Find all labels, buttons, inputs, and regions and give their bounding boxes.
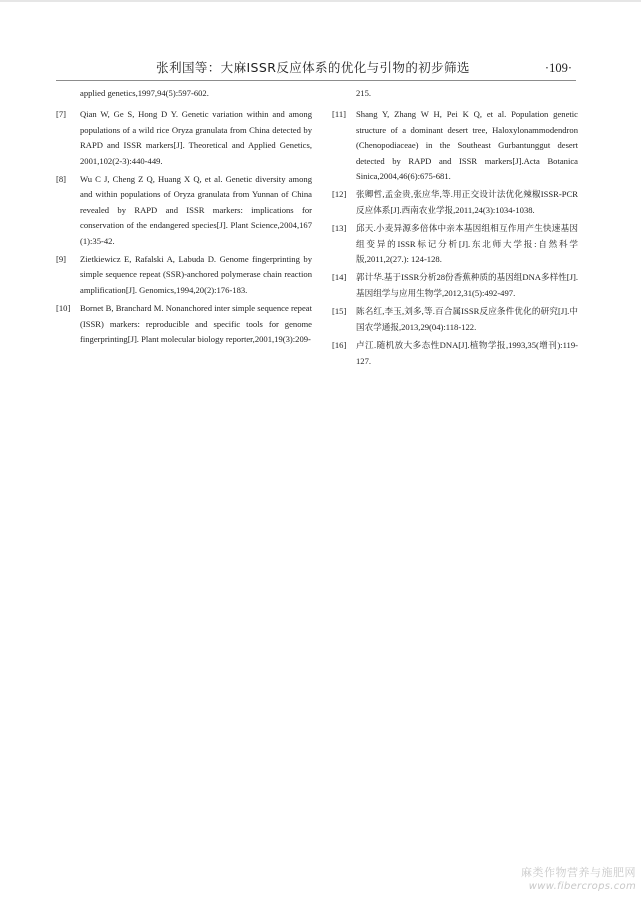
reference-number: [8] [56, 174, 67, 185]
reference-item [332, 270, 578, 301]
watermark-site-name: 麻类作物营养与施肥网 [521, 866, 636, 879]
references-left-column [56, 86, 312, 351]
site-watermark [490, 866, 636, 893]
reference-item [332, 107, 578, 184]
reference-text: Bornet B, Branchard M. Nonanchored inter simple sequence repeat (ISSR) markers: reproducible and specific tools for genome fingerprinting[J]. Plant molecular biology reporter,2001,19(3):209- [80, 303, 312, 345]
reference-number: [13] [332, 223, 347, 234]
reference-item [332, 304, 578, 335]
reference-number: [15] [332, 306, 347, 317]
page-number: ·109· [544, 61, 572, 75]
reference-number: [16] [332, 340, 347, 351]
running-title: 张利国等：大麻ISSR反应体系的优化与引物的初步筛选 [156, 60, 470, 75]
reference-text: Shang Y, Zhang W H, Pei K Q, et al. Population genetic structure of a dominant desert tree, Haloxylonammodendron (Chenopodiaceae) in the Southeast Gurbantunggut desert detected by RAPD and ISSR markers[J].Acta Botanica Sinica,2004,46(6):675-681. [356, 109, 578, 182]
reference-item [332, 338, 578, 369]
reference-number: [14] [332, 272, 347, 283]
reference-text: 邱天.小麦异源多倍体中亲本基因组相互作用产生快速基因组变异的ISSR标记分析[J].东北师大学报:自然科学版,2011,2(27.): 124-128. [356, 223, 578, 265]
watermark-url: www.fibercrops.com [528, 881, 636, 892]
reference-text: Zietkiewicz E, Rafalski A, Labuda D. Genome fingerprinting by simple sequence repeat (SSR)-anchored polymerase chain reaction amplification[J]. Genomics,1994,20(2):176-183. [80, 254, 312, 295]
references-right-column [332, 86, 578, 372]
reference-item [332, 221, 578, 267]
reference-text: Qian W, Ge S, Hong D Y. Genetic variation within and among populations of a wild rice Oryza granulata from China detected by RAPD and ISSR markers[J]. Theoretical and Applied Genetics, 2001,102(2-3):440-449. [80, 109, 312, 166]
reference-continuation: 215. [356, 88, 372, 98]
reference-number: [11] [332, 109, 346, 120]
reference-number: [9] [56, 254, 67, 265]
reference-number: [10] [56, 303, 71, 314]
reference-number: [7] [56, 109, 67, 120]
reference-item [56, 107, 312, 169]
reference-text: 郭计华.基于ISSR分析28份香蕉种质的基因组DNA多样性[J].基因组学与应用生物学,2012,31(5):492-497. [356, 272, 579, 298]
reference-text: 卢江.随机放大多态性DNA[J].植物学报,1993,35(增刊):119-127. [356, 340, 578, 366]
reference-number: [12] [332, 189, 347, 200]
page-top-edge [0, 0, 641, 2]
reference-text: 陈名红,李玉,刘多,等.百合属ISSR反应条件优化的研究[J].中国农学通报,2013,29(04):118-122. [356, 306, 578, 332]
reference-item [332, 187, 578, 218]
reference-continuation: applied genetics,1997,94(5):597-602. [80, 88, 209, 98]
reference-item [56, 172, 312, 249]
reference-text: Wu C J, Cheng Z Q, Huang X Q, et al. Genetic diversity among and within populations of Oryza granulata from Yunnan of China revealed by RAPD and ISSR markers: implications for conservation of the endangered species[J]. Plant Science,2004,167 (1):35-42. [80, 174, 312, 246]
reference-item [56, 252, 312, 298]
reference-item [56, 301, 312, 347]
reference-text: 张卿哲,孟金贵,张应华,等.用正交设计法优化辣椒ISSR-PCR反应体系[J].西南农业学报,2011,24(3):1034-1038. [356, 189, 578, 215]
header-rule [56, 80, 576, 81]
